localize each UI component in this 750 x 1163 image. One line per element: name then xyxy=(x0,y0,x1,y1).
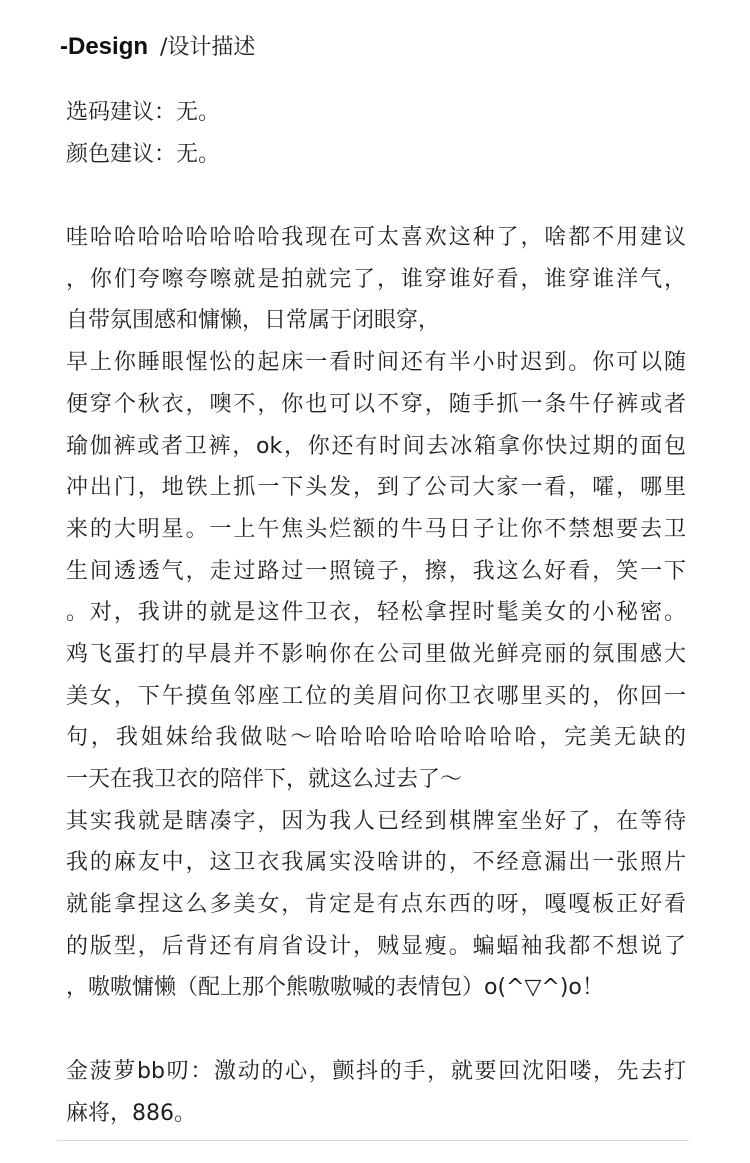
description-line: ，嗷嗷慵懒（配上那个熊嗷嗷喊的表情包）o(^▽^)o！ xyxy=(66,975,604,1001)
description-line: 哇哈哈哈哈哈哈哈哈我现在可太喜欢这种了，啥都不用建议 xyxy=(66,225,686,251)
section-header xyxy=(60,30,255,70)
description-line: 的版型，后背还有肩省设计，贼显瘦。蝙蝠袖我都不想说了 xyxy=(66,933,686,959)
closing-line: 金菠萝bb叨：激动的心，颤抖的手，就要回沈阳喽，先去打 xyxy=(66,1058,686,1084)
bottom-divider xyxy=(57,1140,689,1141)
description-line: 句，我姐妹给我做哒～哈哈哈哈哈哈哈哈哈，完美无缺的 xyxy=(66,725,686,751)
description-line: 便穿个秋衣，噢不，你也可以不穿，随手抓一条牛仔裤或者 xyxy=(66,391,686,417)
closing-line: 麻将，886。 xyxy=(66,1100,196,1126)
section-title-cn: /设计描述 xyxy=(160,35,256,60)
description-line: 生间透透气，走过路过一照镜子，擦，我这么好看，笑一下 xyxy=(66,558,686,584)
description-line: 冲出门，地铁上抓一下头发，到了公司大家一看，嚯，哪里 xyxy=(66,475,686,501)
paragraph-gap xyxy=(66,1009,686,1051)
description-line: 其实我就是瞎凑字，因为我人已经到棋牌室坐好了，在等待 xyxy=(66,808,686,834)
description-line: 自带氛围感和慵懒，日常属于闭眼穿， xyxy=(66,308,441,334)
description-line: ，你们夸嚓夸嚓就是拍就完了，谁穿谁好看，谁穿谁洋气， xyxy=(66,266,686,292)
size-advice: 选码建议：无。 xyxy=(66,100,221,125)
description-line: 瑜伽裤或者卫裤，ok，你还有时间去冰箱拿你快过期的面包 xyxy=(66,433,686,459)
color-advice: 颜色建议：无。 xyxy=(66,141,221,167)
description-line: 一天在我卫衣的陪伴下，就这么过去了～ xyxy=(66,767,463,792)
paragraph-gap xyxy=(66,175,686,217)
description-line: 鸡飞蛋打的早晨并不影响你在公司里做光鲜亮丽的氛围感大 xyxy=(66,641,686,667)
section-title-en: -Design xyxy=(60,33,149,60)
description-line: 早上你睡眼惺忪的起床一看时间还有半小时迟到。你可以随 xyxy=(66,350,686,376)
description-line: 美女，下午摸鱼邻座工位的美眉问你卫衣哪里买的，你回一 xyxy=(66,683,686,709)
description-body xyxy=(66,92,686,1134)
description-line: 来的大明星。一上午焦头烂额的牛马日子让你不禁想要去卫 xyxy=(66,516,686,542)
description-line: 。对，我讲的就是这件卫衣，轻松拿捏时髦美女的小秘密。 xyxy=(66,600,686,626)
description-line: 就能拿捏这么多美女，肯定是有点东西的呀，嘎嘎板正好看 xyxy=(66,892,686,918)
description-line: 我的麻友中，这卫衣我属实没啥讲的，不经意漏出一张照片 xyxy=(66,850,686,876)
